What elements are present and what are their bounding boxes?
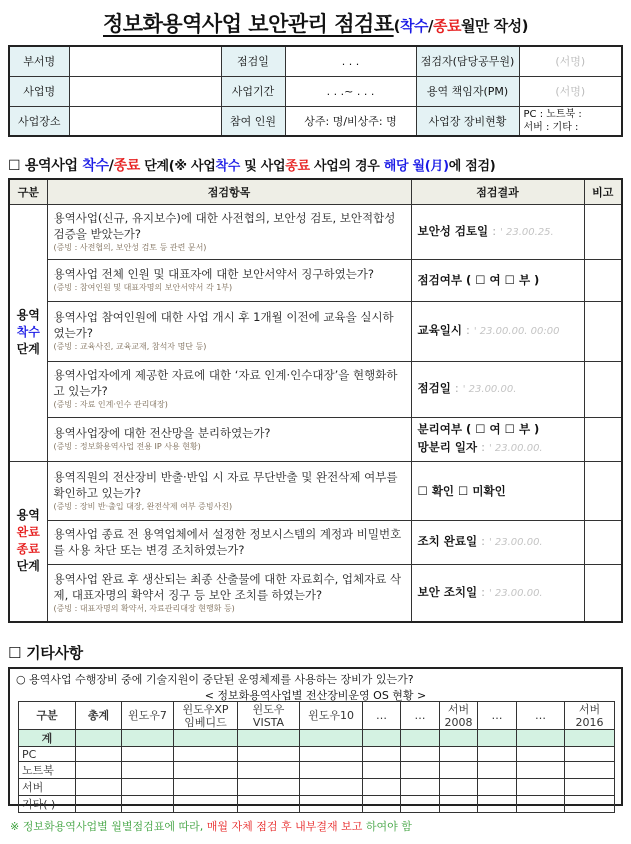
os-header-cell: … <box>517 702 565 730</box>
page-title: 정보화용역사업 보안관리 점검표(착수/종료월만 작성) <box>103 12 528 36</box>
staff-label: 참여 인원 <box>221 106 285 136</box>
check-result[interactable]: 점검일 : ' 23.00.00. <box>411 361 584 417</box>
header-item: 점검항목 <box>47 179 411 204</box>
period-label: 사업기간 <box>221 76 285 106</box>
evidence-note: (증빙 : 자료 인계·인수 관리대장) <box>53 400 168 409</box>
os-cell[interactable] <box>440 762 478 779</box>
os-cell[interactable] <box>300 747 363 762</box>
os-cell[interactable] <box>517 762 565 779</box>
os-cell[interactable] <box>517 747 565 762</box>
os-cell[interactable] <box>300 762 363 779</box>
note-cell[interactable] <box>584 417 622 461</box>
etc-box <box>8 667 623 811</box>
os-cell[interactable] <box>478 779 517 796</box>
inspector-signature[interactable]: (서명) <box>519 46 622 76</box>
header-result: 점검결과 <box>411 179 584 204</box>
checklist-row <box>9 564 622 622</box>
project-field[interactable] <box>69 76 221 106</box>
os-cell[interactable] <box>363 762 401 779</box>
checklist-row <box>9 461 622 520</box>
os-cell[interactable] <box>122 730 174 747</box>
section-start-end-heading: ☐ 용역사업 착수/종료 단계(※ 사업착수 및 사업종료 사업의 경우 해당 월(月)에 점검) <box>8 158 496 174</box>
os-table <box>18 701 615 813</box>
os-cell[interactable] <box>517 796 565 813</box>
os-row <box>19 779 615 796</box>
os-header-cell: 윈도우 VISTA <box>238 702 300 730</box>
check-result[interactable]: 보안성 검토일 : ' 23.00.25. <box>411 204 584 259</box>
os-cell[interactable] <box>517 730 565 747</box>
inspector-label: 점검자(담당공무원) <box>416 46 519 76</box>
os-header-cell: 윈도우10 <box>300 702 363 730</box>
os-cell[interactable] <box>440 730 478 747</box>
os-cell[interactable] <box>122 779 174 796</box>
os-header-cell: 윈도우7 <box>122 702 174 730</box>
os-header-cell: … <box>478 702 517 730</box>
group-end: 용역 완료 종료 단계 <box>9 461 47 622</box>
os-cell[interactable] <box>440 796 478 813</box>
check-item: 용역사업(신규, 유지보수)에 대한 사전협의, 보안성 검토, 보안적합성 검증을 받았는가? (증빙 : 사전협의, 보안성 검토 등 관련 문서) <box>47 204 411 259</box>
os-cell[interactable] <box>122 747 174 762</box>
os-cell[interactable] <box>363 796 401 813</box>
os-cell[interactable] <box>174 747 238 762</box>
date-label: 점검일 <box>221 46 285 76</box>
os-cell[interactable] <box>401 796 440 813</box>
check-result[interactable]: 분리여부 ( ☐ 여 ☐ 부 ) 망분리 일자 : ' 23.00.00. <box>411 417 584 461</box>
check-item: 용역사업 참여인원에 대한 사업 개시 후 1개월 이전에 교육을 실시하였는가? (증빙 : 교육사진, 교육교재, 참석자 명단 등) <box>47 301 411 361</box>
os-cell[interactable] <box>122 796 174 813</box>
os-header-cell: … <box>363 702 401 730</box>
check-item: 용역사업 전체 인원 및 대표자에 대한 보안서약서 징구하였는가? (증빙 : 참여인원 및 대표자명의 보안서약서 각 1부) <box>47 259 411 301</box>
os-cell[interactable] <box>122 762 174 779</box>
note-cell[interactable] <box>584 301 622 361</box>
os-row-label: 기타( ) <box>19 796 76 813</box>
evidence-note: (증빙 : 대표자명의 확약서, 자료관리대장 현행화 등) <box>53 603 235 613</box>
dept-label: 부서명 <box>9 46 69 76</box>
check-result[interactable]: ☐ 확인 ☐ 미확인 <box>411 461 584 520</box>
site-field[interactable] <box>69 106 221 136</box>
os-cell[interactable] <box>238 730 300 747</box>
checklist-row <box>9 417 622 461</box>
os-cell[interactable] <box>300 796 363 813</box>
checklist-row <box>9 259 622 301</box>
section-etc-heading: ☐ 기타사항 <box>8 644 83 662</box>
os-header-row <box>19 702 615 730</box>
os-cell[interactable] <box>174 779 238 796</box>
info-table <box>8 45 623 137</box>
note-cell[interactable] <box>584 204 622 259</box>
os-row <box>19 730 615 747</box>
os-cell[interactable] <box>565 779 615 796</box>
os-cell[interactable] <box>300 730 363 747</box>
os-cell[interactable] <box>478 796 517 813</box>
os-row-label: 노트북 <box>19 762 76 779</box>
check-result[interactable]: 교육일시 : ' 23.00.00. 00:00 <box>411 301 584 361</box>
os-cell[interactable] <box>363 747 401 762</box>
check-item: 용역사업자에게 제공한 자료에 대한 ‘자료 인계·인수대장’을 현행화하고 있는가? (증빙 : 자료 인계·인수 관리대장) <box>47 361 411 417</box>
os-cell[interactable] <box>76 779 122 796</box>
os-cell[interactable] <box>565 796 615 813</box>
os-row <box>19 796 615 813</box>
os-cell[interactable] <box>76 762 122 779</box>
dept-field[interactable] <box>69 46 221 76</box>
evidence-note: (증빙 : 정보화용역사업 전용 IP 사용 현황) <box>53 442 201 451</box>
os-cell[interactable] <box>363 730 401 747</box>
os-cell[interactable] <box>238 796 300 813</box>
check-result[interactable]: 보안 조치일 : ' 23.00.00. <box>411 564 584 622</box>
checklist-row <box>9 204 622 259</box>
os-cell[interactable] <box>440 779 478 796</box>
check-item: 용역사업 종료 전 용역업체에서 설정한 정보시스템의 계정과 비밀번호를 사용 차단 또는 변경 조치하였는가? <box>47 520 411 564</box>
os-cell[interactable] <box>174 796 238 813</box>
os-cell[interactable] <box>478 747 517 762</box>
os-cell[interactable] <box>76 747 122 762</box>
os-cell[interactable] <box>238 779 300 796</box>
os-cell[interactable] <box>300 779 363 796</box>
check-result[interactable]: 점검여부 ( ☐ 여 ☐ 부 ) <box>411 259 584 301</box>
os-cell[interactable] <box>565 747 615 762</box>
os-cell[interactable] <box>401 730 440 747</box>
checklist-row <box>9 361 622 417</box>
header-note: 비고 <box>584 179 622 204</box>
os-cell[interactable] <box>440 747 478 762</box>
staff-field[interactable]: 상주: 명/비상주: 명 <box>285 106 416 136</box>
os-cell[interactable] <box>238 747 300 762</box>
os-cell[interactable] <box>363 779 401 796</box>
os-cell[interactable] <box>401 747 440 762</box>
os-row-label: PC <box>19 747 76 762</box>
os-table-caption: < 정보화용역사업별 전산장비운영 OS 현황 > <box>204 689 427 702</box>
note-cell[interactable] <box>584 461 622 520</box>
note-cell[interactable] <box>584 520 622 564</box>
os-header-cell: 윈도우XP 임베디드 <box>174 702 238 730</box>
evidence-note: (증빙 : 참여인원 및 대표자명의 보안서약서 각 1부) <box>53 283 233 292</box>
os-cell[interactable] <box>565 762 615 779</box>
note-cell[interactable] <box>584 564 622 622</box>
os-header-cell: 서버 2016 <box>565 702 615 730</box>
os-cell[interactable] <box>174 762 238 779</box>
os-cell[interactable] <box>401 779 440 796</box>
equip-field[interactable]: PC : 노트북 : 서버 : 기타 : <box>519 106 622 136</box>
evidence-note: (증빙 : 사전협의, 보안성 검토 등 관련 문서) <box>53 242 207 252</box>
project-label: 사업명 <box>9 76 69 106</box>
note-cell[interactable] <box>584 361 622 417</box>
equip-label: 사업장 장비현황 <box>416 106 519 136</box>
os-header-cell: 구분 <box>19 702 76 730</box>
site-label: 사업장소 <box>9 106 69 136</box>
pm-signature[interactable]: (서명) <box>519 76 622 106</box>
group-start: 용역 착수 단계 <box>9 204 47 461</box>
etc-question: ○ 용역사업 수행장비 중에 기술지원이 중단된 운영체제를 사용하는 장비가 있는가? <box>16 673 414 686</box>
note-cell[interactable] <box>584 259 622 301</box>
os-cell[interactable] <box>565 730 615 747</box>
check-item: 용역직원의 전산장비 반출·반입 시 자료 무단반출 및 완전삭제 여부를 확인하고 있는가? (증빙 : 장비 반·출입 대장, 완전삭제 여부 증빙사진) <box>47 461 411 520</box>
os-cell[interactable] <box>517 779 565 796</box>
evidence-note: (증빙 : 교육사진, 교육교재, 참석자 명단 등) <box>53 342 207 351</box>
os-row <box>19 762 615 779</box>
os-cell[interactable] <box>76 796 122 813</box>
os-row <box>19 747 615 762</box>
footer-note: ※ 정보화용역사업별 월별점검표에 따라, 매월 자체 점검 후 내부결재 보고 하여야 함 <box>10 820 412 833</box>
checklist-row <box>9 520 622 564</box>
os-cell[interactable] <box>238 762 300 779</box>
os-cell[interactable] <box>478 730 517 747</box>
os-cell[interactable] <box>76 730 122 747</box>
os-cell[interactable] <box>174 730 238 747</box>
os-row-label: 서버 <box>19 779 76 796</box>
os-header-cell: … <box>401 702 440 730</box>
period-field[interactable]: . . .~ . . . <box>285 76 416 106</box>
checklist-row <box>9 301 622 361</box>
evidence-note: (증빙 : 장비 반·출입 대장, 완전삭제 여부 증빙사진) <box>53 501 233 511</box>
os-cell[interactable] <box>478 762 517 779</box>
os-header-cell: 서버 2008 <box>440 702 478 730</box>
date-field[interactable]: . . . <box>285 46 416 76</box>
pm-label: 용역 책임자(PM) <box>416 76 519 106</box>
header-category: 구분 <box>9 179 47 204</box>
check-item: 용역사업 완료 후 생산되는 최종 산출물에 대한 자료회수, 업체자료 삭제, 대표자명의 확약서 징구 등 보안 조치를 하였는가? (증빙 : 대표자명의 확약서, 자료관리대장 현행화 등) <box>47 564 411 622</box>
checklist-table <box>8 178 623 623</box>
os-cell[interactable] <box>401 762 440 779</box>
os-header-cell: 총계 <box>76 702 122 730</box>
check-result[interactable]: 조치 완료일 : ' 23.00.00. <box>411 520 584 564</box>
check-item: 용역사업장에 대한 전산망을 분리하였는가? (증빙 : 정보화용역사업 전용 IP 사용 현황) <box>47 417 411 461</box>
os-row-label: 계 <box>19 730 76 747</box>
